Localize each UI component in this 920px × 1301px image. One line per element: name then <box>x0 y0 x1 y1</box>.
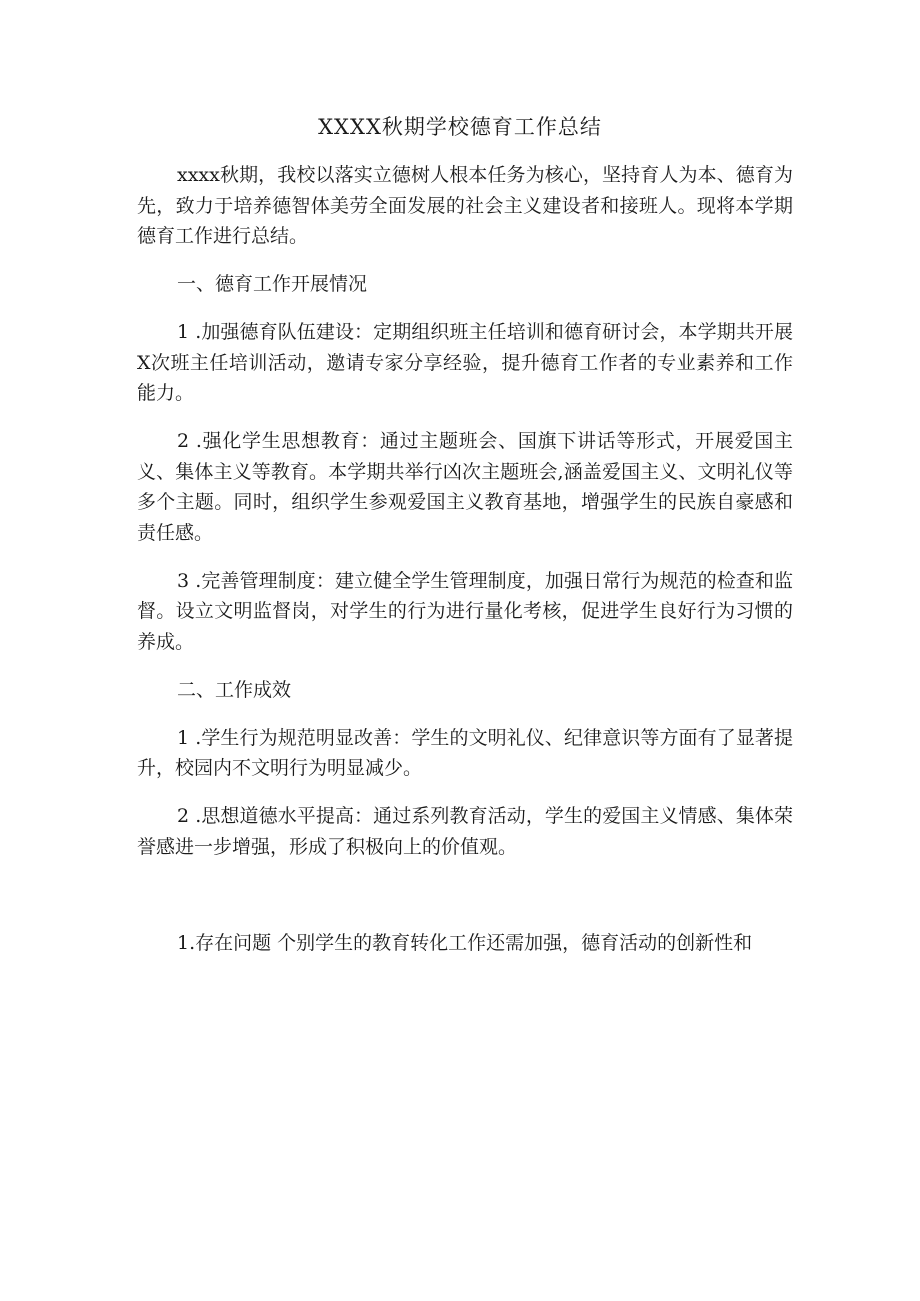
document-title: XXXX秋期学校德育工作总结 <box>318 115 602 139</box>
document-body <box>137 160 793 959</box>
section-1-item-3: 3 .完善管理制度：建立健全学生管理制度，加强日常行为规范的检查和监督。设立文明监督岗，对学生的行为进行量化考核，促进学生良好行为习惯的养成。 <box>137 569 793 653</box>
section-2-heading: 二、工作成效 <box>177 678 292 701</box>
section-1-item-1: 1 .加强德育队伍建设：定期组织班主任培训和德育研讨会，本学期共开展X次班主任培训活动，邀请专家分享经验，提升德育工作者的专业素养和工作能力。 <box>137 321 793 404</box>
section-2-item-1: 1 .学生行为规范明显改善：学生的文明礼仪、纪律意识等方面有了显著提升，校园内不文明行为明显减少。 <box>137 726 793 779</box>
section-1-heading: 一、德育工作开展情况 <box>177 273 368 295</box>
section-1-item-2: 2 .强化学生思想教育：通过主题班会、国旗下讲话等形式，开展爱国主义、集体主义等教育。本学期共举行凶次主题班会,涵盖爱国主义、文明礼仪等多个主题。同时，组织学生参观爱国主义教育基地，增强学生的民族自豪感和责任感。 <box>137 430 793 544</box>
section-3-item-1: 1.存在问题 个别学生的教育转化工作还需加强，德育活动的创新性和 <box>177 932 753 954</box>
section-2-item-2: 2 .思想道德水平提高：通过系列教育活动，学生的爱国主义情感、集体荣誉感进一步增强，形成了积极向上的价值观。 <box>137 805 793 858</box>
intro-paragraph: xxxx秋期，我校以落实立德树人根本任务为核心，坚持育人为本、德育为先，致力于培养德智体美劳全面发展的社会主义建设者和接班人。现将本学期德育工作进行总结。 <box>137 164 793 247</box>
